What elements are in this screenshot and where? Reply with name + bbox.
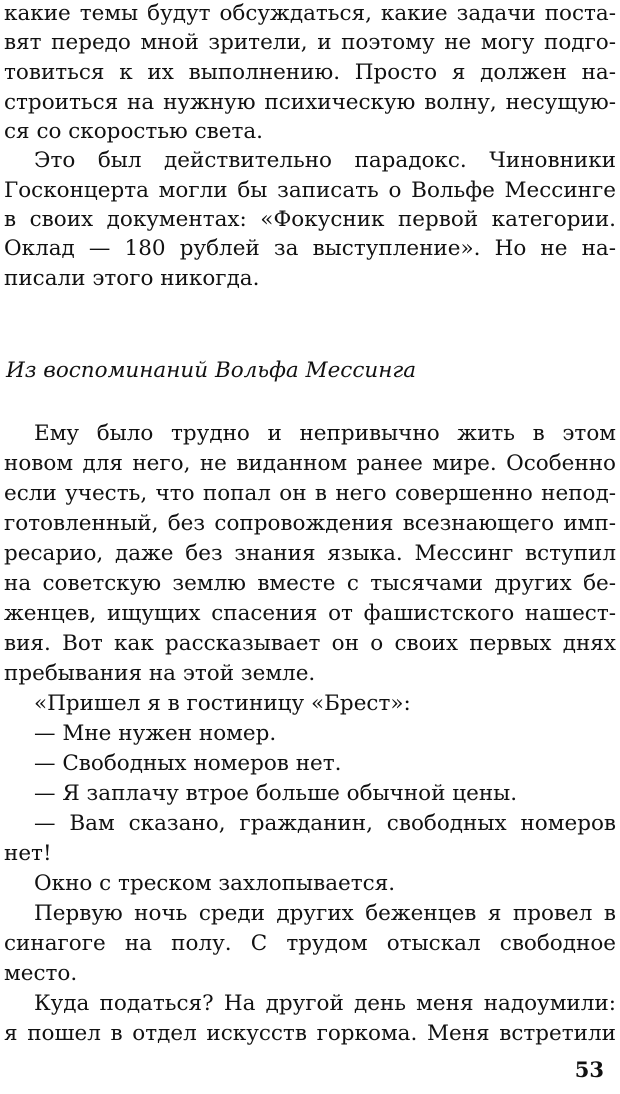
quote-line: — Свободных номеров нет. (34, 751, 342, 776)
text-line: Оклад — 180 рублей за выступление». Но не на- (4, 236, 616, 261)
text-line: Ему было трудно и непривычно жить в этом (34, 421, 616, 446)
quote-line: — Мне нужен номер. (34, 721, 277, 746)
text-line: Куда податься? На другой день меня надоумили: (34, 991, 616, 1016)
text-line: готовленный, без сопровождения всезнающего имп- (4, 511, 616, 536)
text-line: если учесть, что попал он в него совершенно непод- (4, 481, 616, 506)
quote-line: нет! (4, 841, 52, 866)
quote-line: «Пришел я в гостиницу «Брест»: (34, 691, 411, 716)
text-line: пребывания на этой земле. (4, 661, 316, 686)
text-line: Первую ночь среди других беженцев я провел в (34, 901, 616, 926)
text-line: Это был действительно парадокс. Чиновники (34, 148, 616, 173)
text-line: писали этого никогда. (4, 266, 260, 291)
text-line: Госконцерта могли бы записать о Вольфе Мессинге (4, 178, 616, 203)
text-line: Окно с треском захлопывается. (34, 871, 396, 896)
quote-line: — Я заплачу втрое больше обычной цены. (34, 781, 518, 806)
text-line: я пошел в отдел искусств горкома. Меня встретили (4, 1021, 616, 1046)
text-line: женцев, ищущих спасения от фашистского нашест- (4, 601, 616, 626)
text-line: ся со скоростью света. (4, 119, 263, 144)
text-line: ресарио, даже без знания языка. Мессинг вступил (4, 541, 616, 566)
text-line: вят передо мной зрители, и поэтому не могу подго- (4, 30, 616, 55)
text-line: новом для него, не виданном ранее мире. Особенно (4, 451, 616, 476)
page-number: 53 (574, 1057, 604, 1082)
text-line: на советскую землю вместе с тысячами других бе- (4, 571, 616, 596)
text-line: место. (4, 961, 78, 986)
text-line: синагоге на полу. С трудом отыскал свободное (4, 931, 616, 956)
text-line: в своих документах: «Фокусник первой категории. (4, 207, 616, 232)
text-line: какие темы будут обсуждаться, какие задачи поста- (4, 1, 616, 26)
section-heading: Из воспоминаний Вольфа Мессинга (6, 358, 417, 383)
text-line: товиться к их выполнению. Просто я должен на- (4, 60, 616, 85)
quote-line: — Вам сказано, гражданин, свободных номеров (34, 811, 616, 836)
text-line: строиться на нужную психическую волну, несущую- (4, 90, 616, 115)
text-line: вия. Вот как рассказывает он о своих первых днях (4, 631, 616, 656)
